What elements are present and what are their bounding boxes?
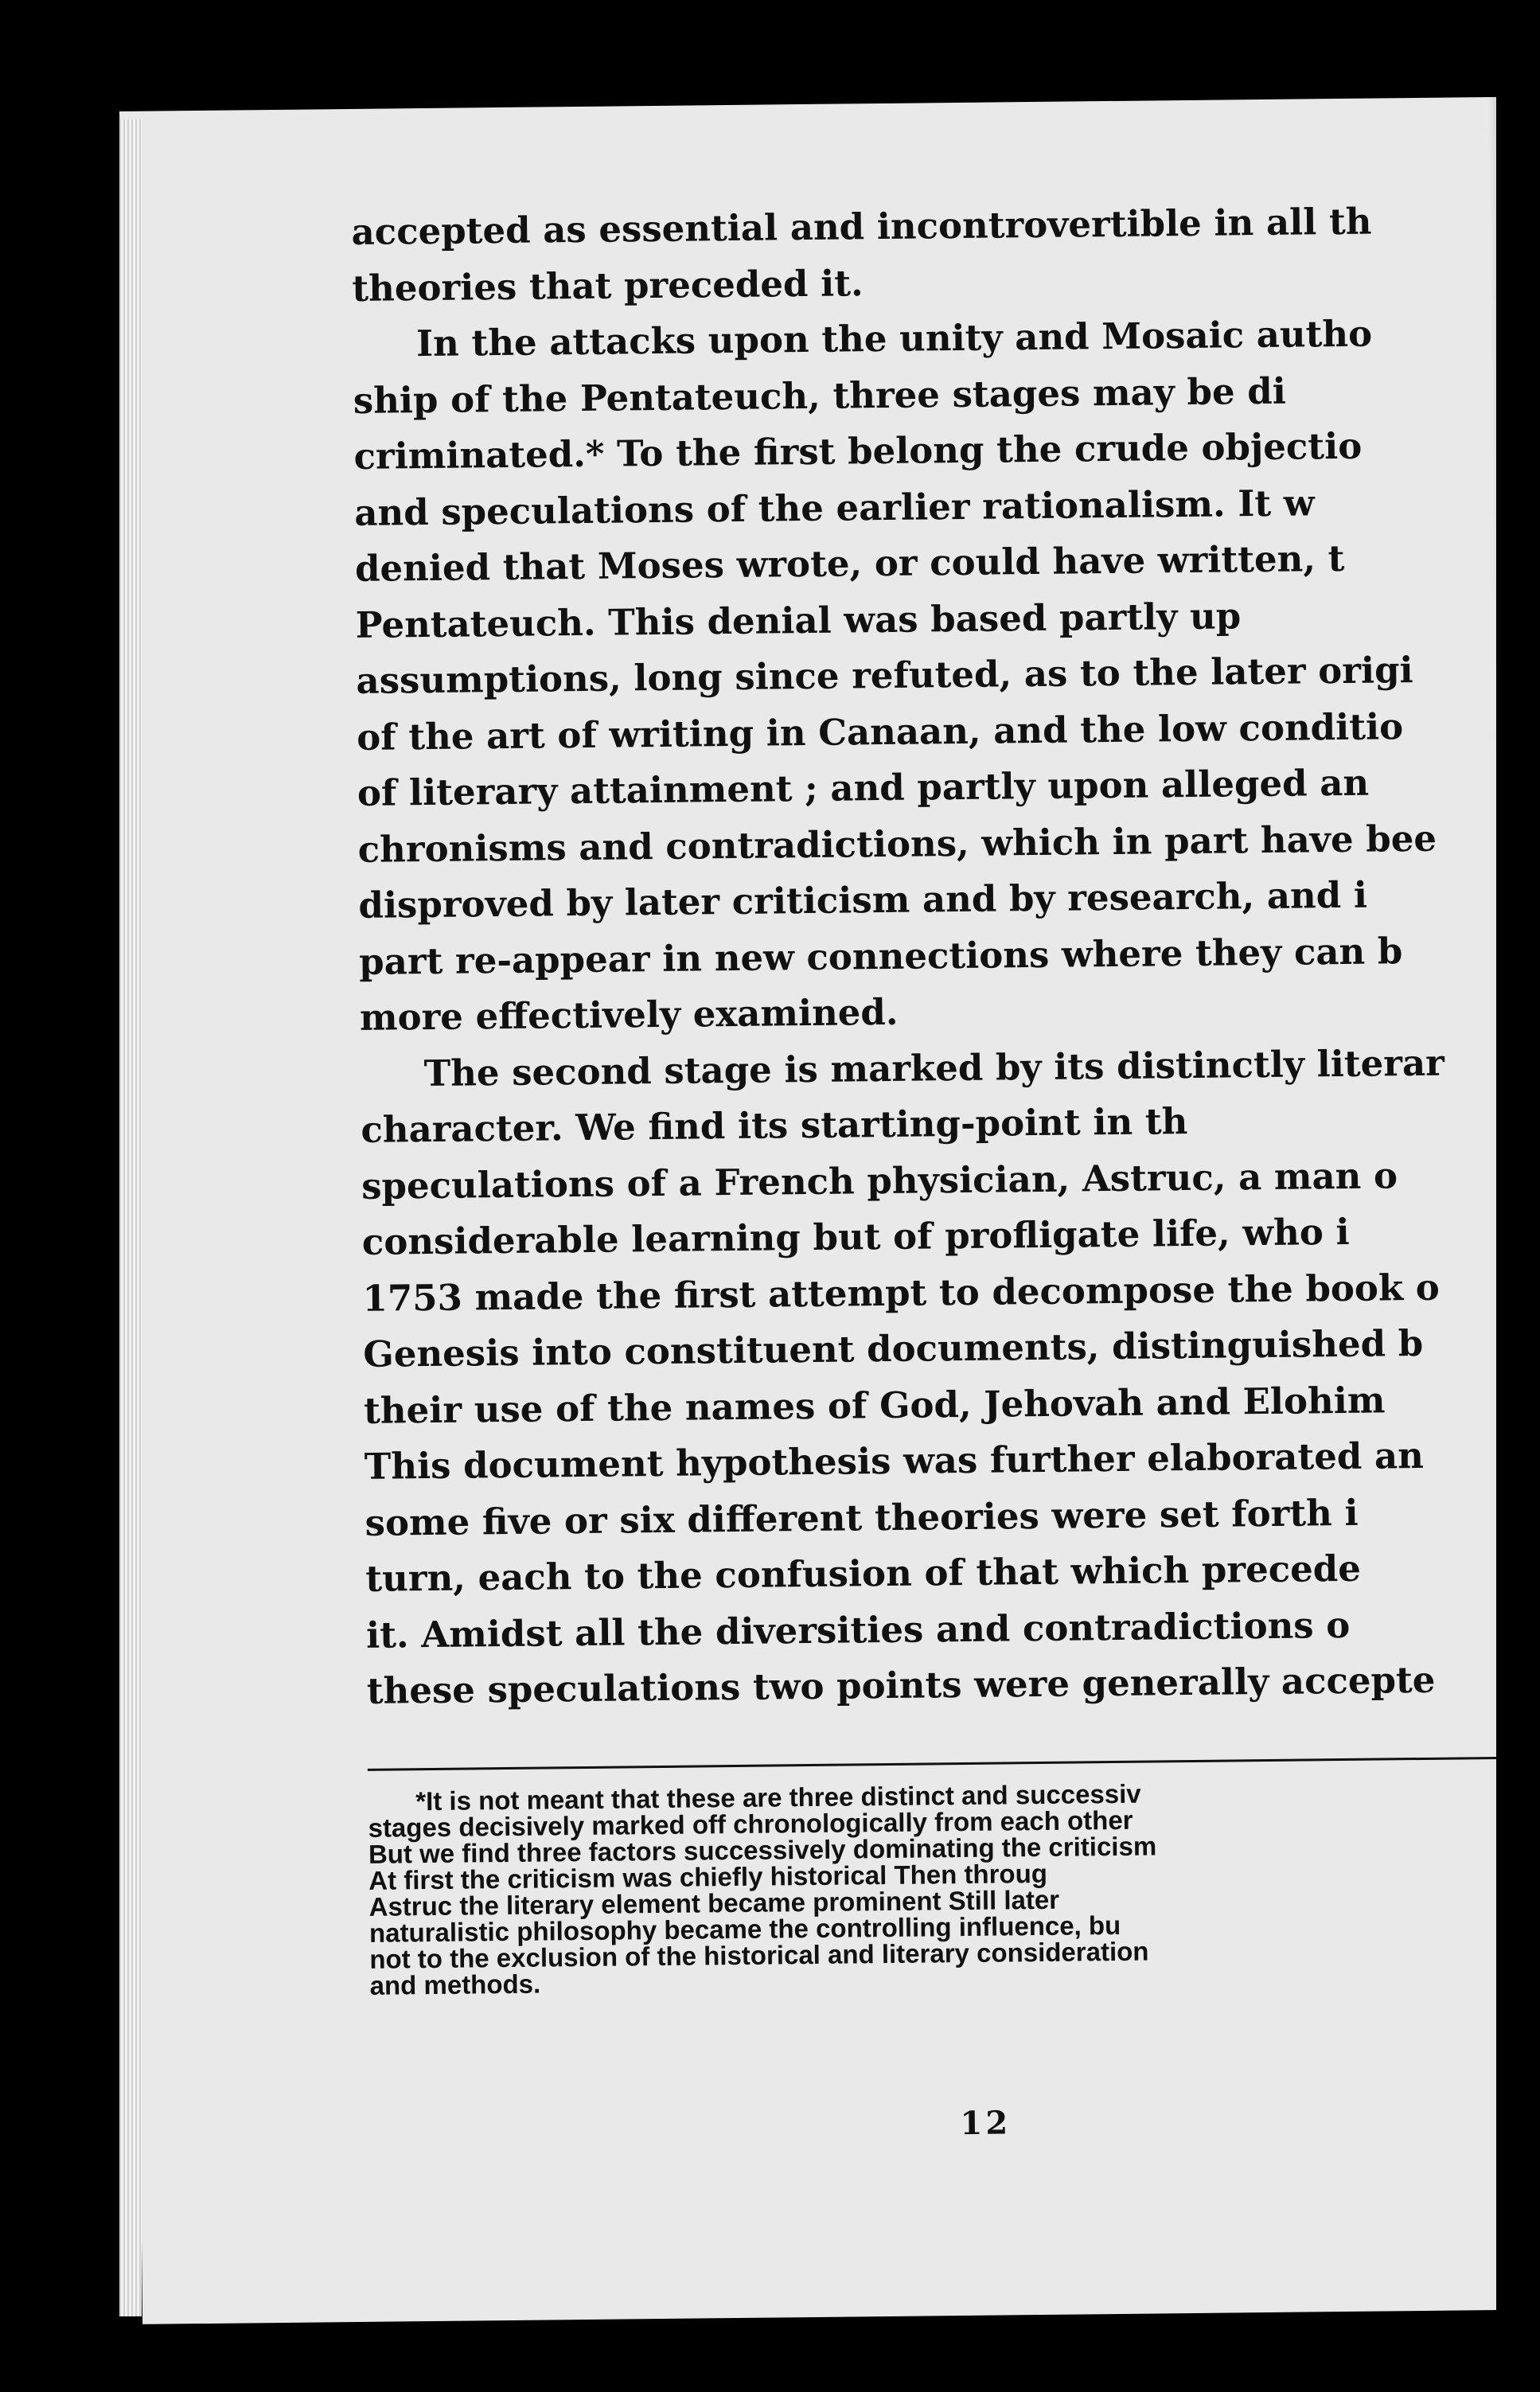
facing-page-edge (1496, 48, 1540, 2356)
book-page (119, 97, 1540, 2324)
paragraph-2: In the attacks upon the unity and Mosaic autho ship of the Pentateuch, three stages may be di criminated.* To the first belong the crude objectio and speculations of the earlier rationalism. It w denied that Moses wrote, or could have written, t Pentateuch. This denial was based partly up assumptions, long since refuted, as to the later origi of the art of writing in Canaan, and the low conditio of literary attainment ; and partly upon alleged an chronisms and contradictions, which in part have bee disproved by later criticism and by research, and i part re-appear in new connections where they can b more effectively examined. (353, 312, 1437, 1039)
paragraph-1: accepted as essential and incontrovertible in all th theories that preceded it. (351, 200, 1372, 310)
body-text (351, 192, 1540, 1719)
paragraph-3: The second stage is marked by its distinctly literar character. We find its starting-point in th speculations of a French physician, Astruc, a man o considerable learning but of profligate life, who i 1753 made the first attempt to decompose the book o Genesis into constituent documents, distinguished b their use of the names of God, Jehovah and Elohim This document hypothesis was further elaborated an some five or six different theories were set forth i turn, each to the confusion of that which precede it. Amidst all the diversities and contradictions o these speculations two points were generally accepte (361, 1041, 1445, 1712)
footnote-divider (368, 1756, 1540, 1771)
footnote: *It is not meant that these are three distinct and successiv stages decisively marked off chronologically from each other But we find three factors successively dominating the criticism At first the criticism was chiefly historical Then throug Astruc the literary element became prominent Still later naturalistic philosophy became the controlling influence, bu not to the exclusion of the historical and literary consideration and methods. (368, 1778, 1157, 2000)
page-edge-stack (119, 119, 142, 2316)
page-number: 12 (960, 2104, 1012, 2143)
